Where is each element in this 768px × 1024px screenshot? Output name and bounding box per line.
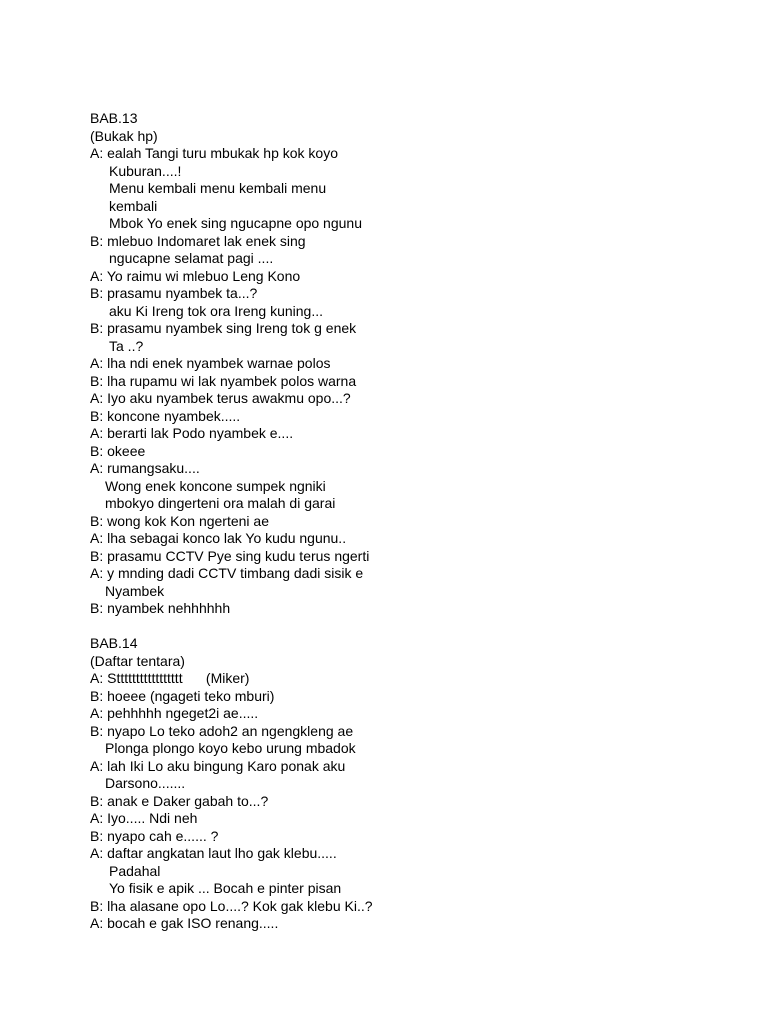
dialogue-line: Ta ..? — [109, 337, 144, 354]
dialogue-line: ngucapne selamat pagi .... — [109, 250, 274, 266]
chapter-subtitle: (Daftar tentara) — [90, 652, 185, 669]
dialogue-line: A: Yo raimu wi mlebuo Leng Kono — [90, 267, 301, 284]
dialogue-line: B: lha rupamu wi lak nyambek polos warna — [90, 372, 357, 389]
dialogue-line: mbokyo dingerteni ora malah di garai — [105, 495, 336, 511]
dialogue-line: B: wong kok Kon ngerteni ae — [90, 512, 270, 529]
dialogue-line: B: prasamu nyambek sing Ireng tok g enek — [90, 320, 357, 336]
dialogue-line: Nyambek — [105, 582, 165, 599]
dialogue-line: A: lha ndi enek nyambek warnae polos — [90, 355, 331, 371]
dialogue-line: B: prasamu nyambek ta...? — [90, 285, 258, 301]
dialogue-line: A: berarti lak Podo nyambek e.... — [90, 425, 294, 441]
dialogue-line: B: nyambek nehhhhhh — [90, 600, 231, 616]
dialogue-line: B: hoeee (ngageti teko mburi) — [90, 687, 275, 704]
dialogue-line: Mbok Yo enek sing ngucapne opo ngunu — [109, 215, 362, 231]
dialogue-line: aku Ki Ireng tok ora Ireng kuning... — [109, 302, 324, 319]
dialogue-line: A: Iyo..... Ndi neh — [90, 810, 198, 826]
dialogue-line: A: Sttttttttttttttttt (Miker) — [90, 670, 250, 686]
dialogue-line: A: lah Iki Lo aku bingung Karo ponak aku — [90, 757, 346, 774]
document-page — [90, 110, 730, 933]
chapter-14 — [90, 635, 730, 933]
chapter-13 — [90, 110, 730, 618]
dialogue-line: B: mlebuo Indomaret lak enek sing — [90, 232, 306, 249]
dialogue-line: A: ealah Tangi turu mbukak hp kok koyo — [90, 145, 339, 161]
dialogue-line: B: nyapo Lo teko adoh2 an ngengkleng ae — [90, 722, 354, 739]
dialogue-line: Yo fisik e apik ... Bocah e pinter pisan — [109, 880, 342, 896]
dialogue-line: kembali — [109, 197, 158, 214]
chapter-subtitle: (Bukak hp) — [90, 127, 158, 144]
dialogue-line: B: prasamu CCTV Pye sing kudu terus ngerti — [90, 547, 370, 564]
dialogue-line: B: nyapo cah e...... ? — [90, 827, 219, 844]
dialogue-line: B: lha alasane opo Lo....? Kok gak klebu Ki..? — [90, 897, 373, 914]
dialogue-line: B: anak e Daker gabah to...? — [90, 792, 269, 809]
dialogue-line: A: y mnding dadi CCTV timbang dadi sisik e — [90, 565, 364, 581]
dialogue-line: A: Iyo aku nyambek terus awakmu opo...? — [90, 390, 351, 406]
dialogue-line: Padahal — [109, 862, 161, 879]
chapter-title: BAB.14 — [90, 635, 138, 651]
dialogue-line: A: lha sebagai konco lak Yo kudu ngunu.. — [90, 530, 347, 546]
dialogue-line: Kuburan....! — [109, 162, 182, 179]
dialogue-line: A: bocah e gak ISO renang..... — [90, 915, 279, 931]
dialogue-line: Darsono....... — [105, 775, 186, 791]
dialogue-line: A: daftar angkatan laut lho gak klebu..... — [90, 845, 337, 861]
chapter-title: BAB.13 — [90, 110, 138, 126]
dialogue-line: B: okeee — [90, 442, 146, 459]
dialogue-line: Menu kembali menu kembali menu — [109, 180, 327, 196]
dialogue-line: A: pehhhhh ngeget2i ae..... — [90, 705, 259, 721]
dialogue-line: B: koncone nyambek..... — [90, 407, 241, 424]
dialogue-line: A: rumangsaku.... — [90, 460, 200, 476]
section-gap — [90, 618, 730, 636]
dialogue-line: Plonga plongo koyo kebo urung mbadok — [105, 740, 356, 756]
dialogue-line: Wong enek koncone sumpek ngniki — [105, 477, 326, 494]
